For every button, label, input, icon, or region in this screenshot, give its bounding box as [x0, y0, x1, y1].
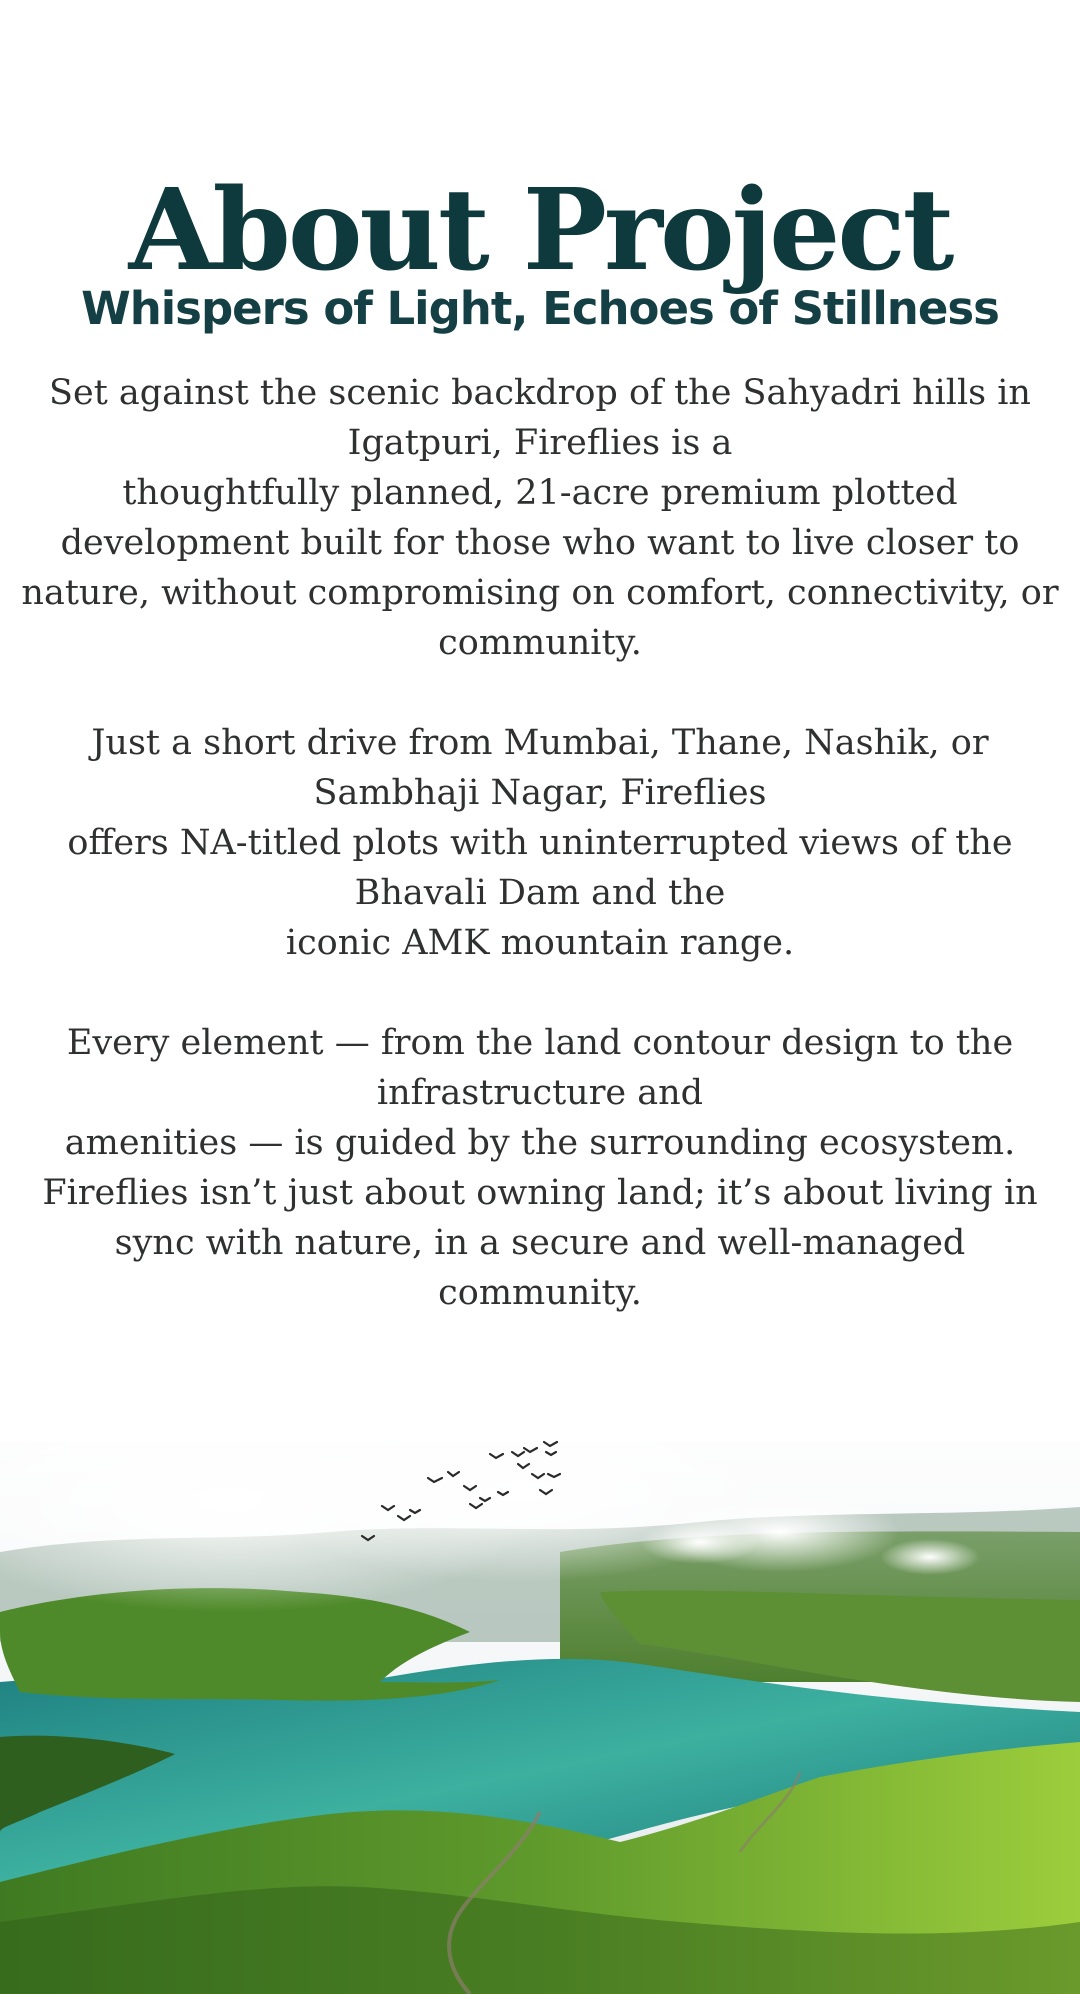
paragraph-line: thoughtfully planned, 21-acre premium plotted — [122, 473, 958, 513]
landscape-image — [0, 1382, 1080, 1994]
paragraph-line: sync with nature, in a secure and well-managed — [114, 1223, 966, 1263]
intro-paragraph — [20, 368, 1060, 668]
cloud — [880, 1539, 980, 1575]
paragraph-line: development built for those who want to live closer to — [60, 523, 1020, 563]
paragraph-line: Just a short drive from Mumbai, Thane, Nashik, or — [91, 723, 989, 763]
page-subtitle: Whispers of Light, Echoes of Stillness — [81, 282, 999, 336]
location-paragraph — [20, 718, 1060, 968]
cloud — [640, 1520, 760, 1564]
paragraph-line: community. — [438, 623, 642, 663]
top-fade — [0, 1382, 1080, 1442]
paragraph-line: amenities — is guided by the surrounding ecosystem. — [64, 1123, 1016, 1163]
paragraph-line: nature, without compromising on comfort, connectivity, or — [21, 573, 1059, 613]
ecosystem-paragraph — [20, 1018, 1060, 1318]
paragraph-line: Igatpuri, Fireflies is a — [347, 423, 733, 463]
paragraph-line: Bhavali Dam and the — [354, 873, 726, 913]
paragraph-line: Every element — from the land contour design to the — [66, 1023, 1014, 1063]
paragraph-line: community. — [438, 1273, 642, 1313]
landscape-illustration — [0, 1382, 1080, 1994]
paragraph-line: Sambhaji Nagar, Fireflies — [313, 773, 767, 813]
paragraph-line: offers NA-titled plots with uninterrupted views of the — [67, 823, 1013, 863]
paragraph-line: iconic AMK mountain range. — [285, 923, 795, 963]
paragraph-line: Set against the scenic backdrop of the Sahyadri hills in — [49, 373, 1031, 413]
paragraph-line: infrastructure and — [376, 1073, 704, 1113]
paragraph-line: Fireflies isn’t just about owning land; it’s about living in — [42, 1173, 1038, 1213]
page-title: About Project — [128, 165, 952, 297]
